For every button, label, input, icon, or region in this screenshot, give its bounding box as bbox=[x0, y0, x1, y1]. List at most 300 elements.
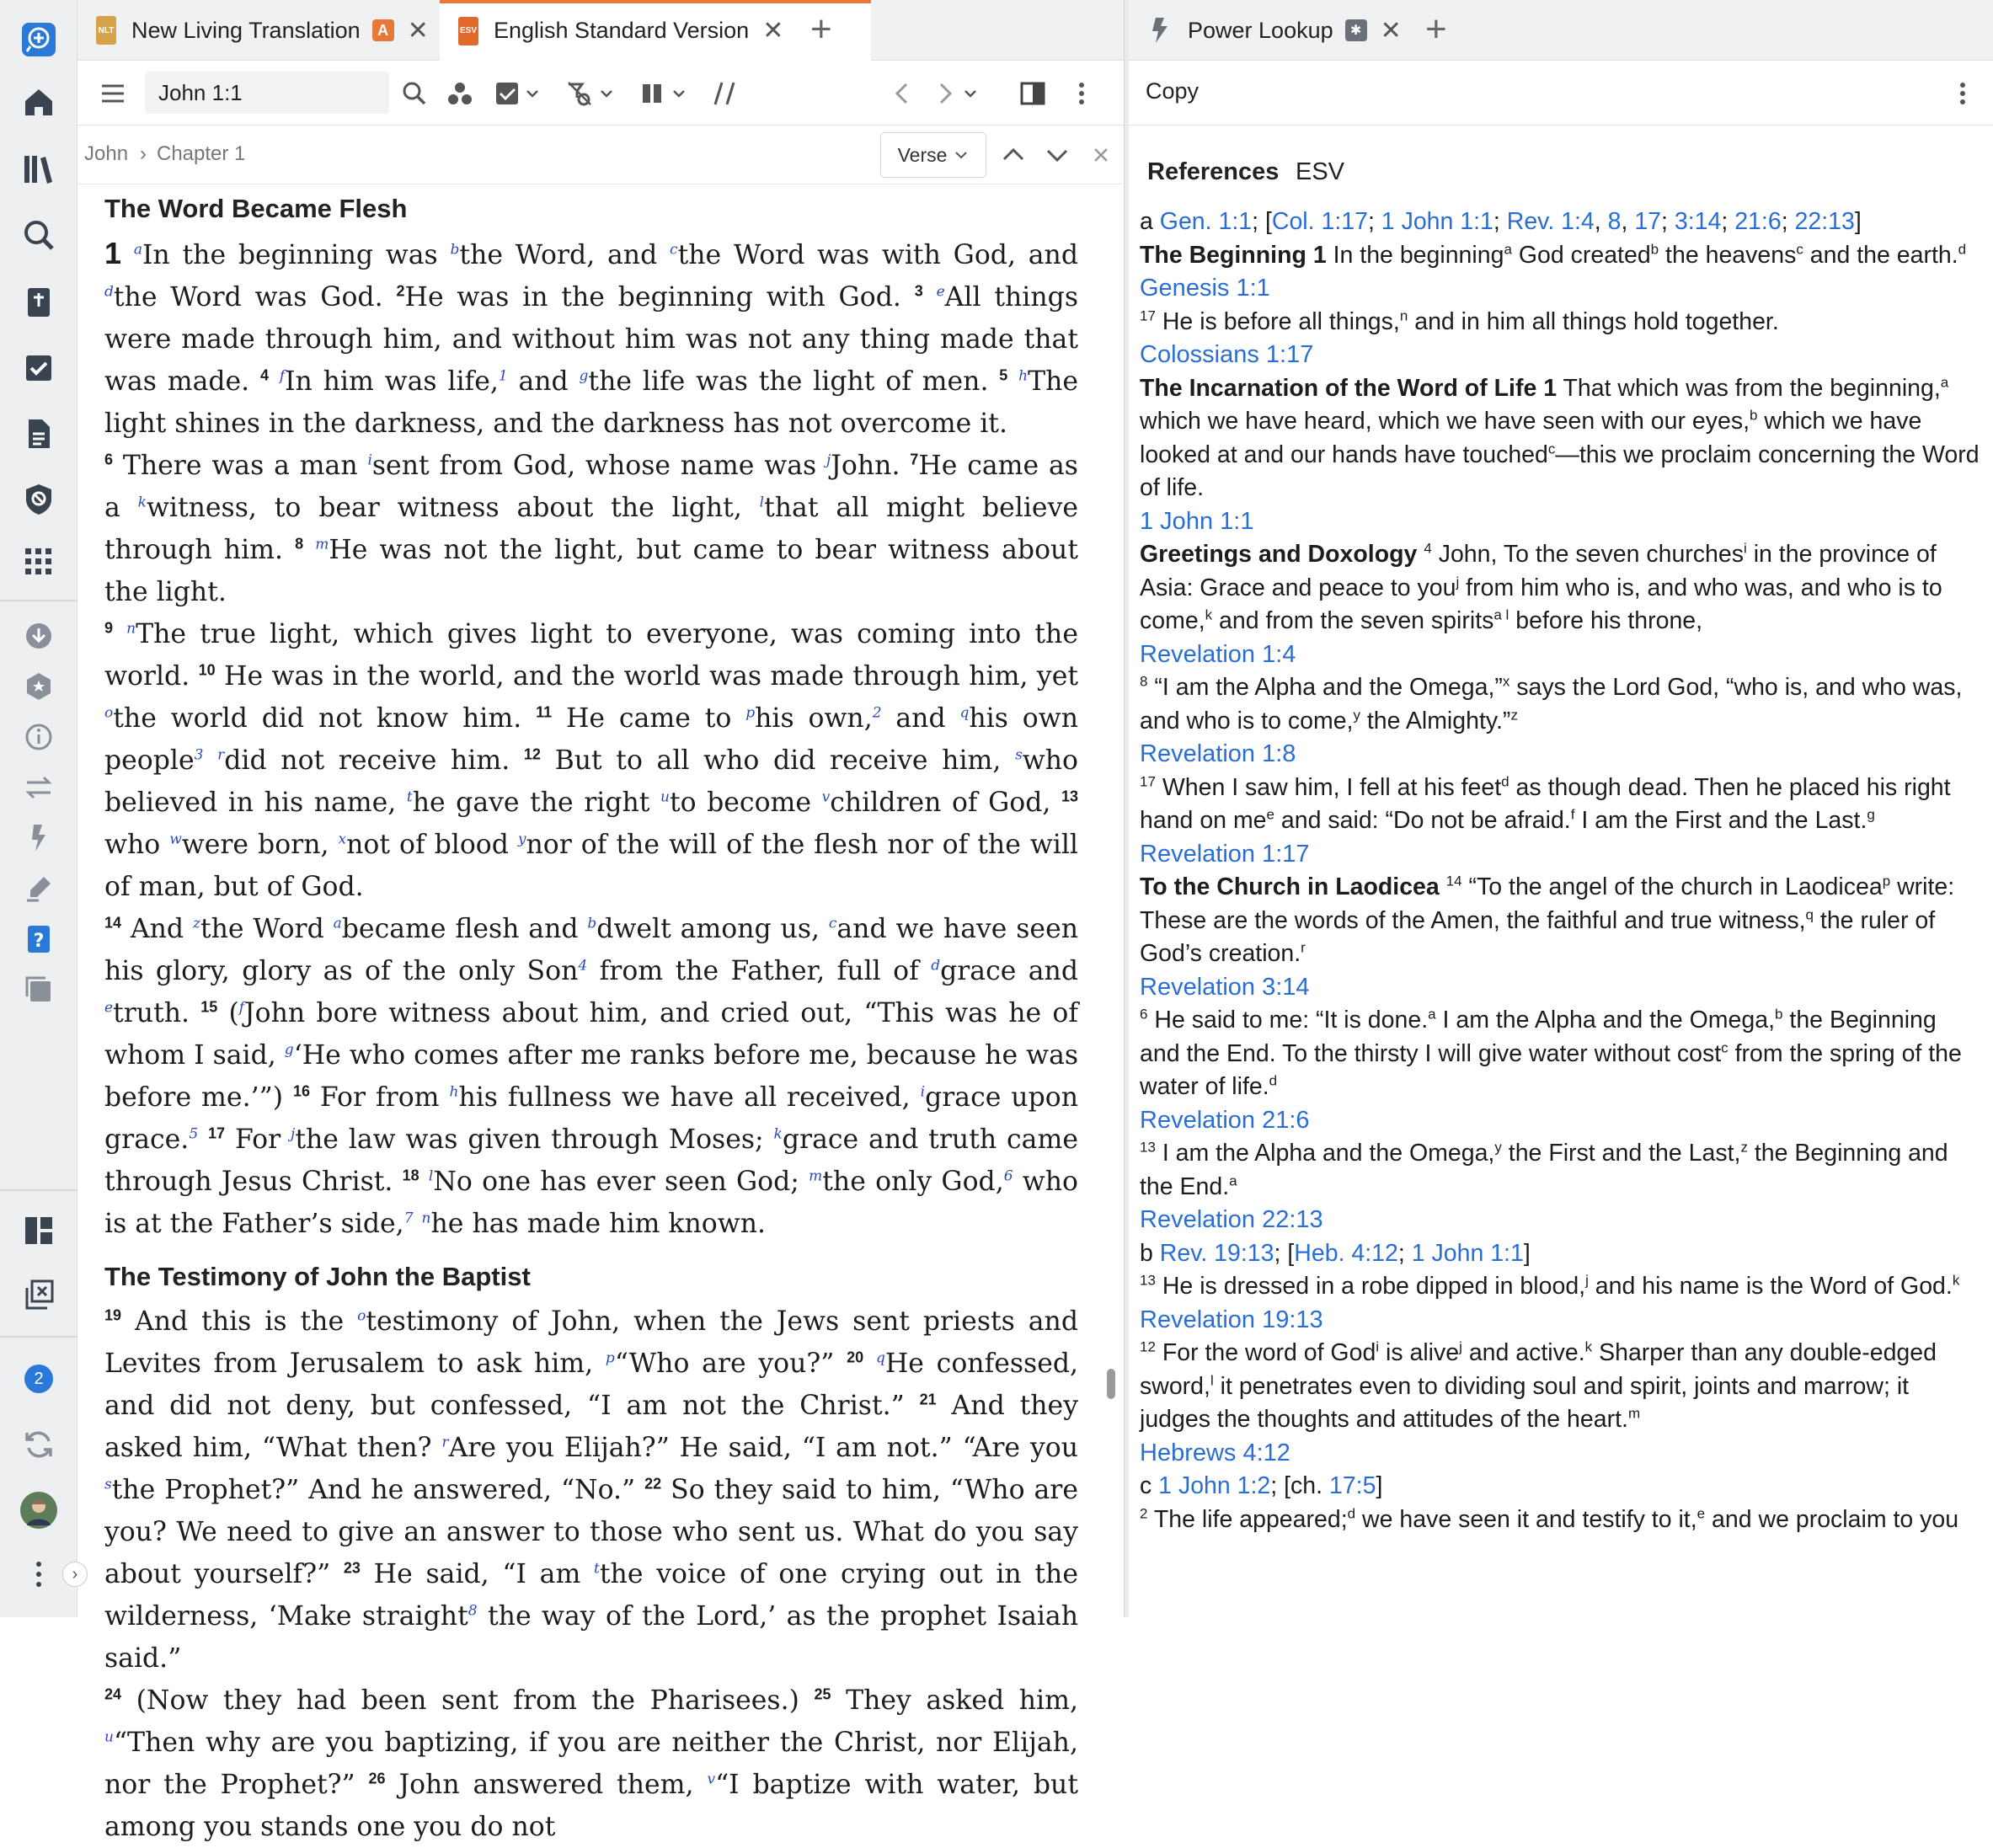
footnote[interactable]: y bbox=[517, 831, 526, 848]
panel-splitter[interactable] bbox=[1124, 0, 1129, 1617]
ref-citation-link[interactable]: Revelation 1:17 bbox=[1140, 840, 1310, 868]
footnote[interactable]: 2 bbox=[872, 704, 882, 722]
ref-citation-link[interactable]: Genesis 1:1 bbox=[1140, 275, 1270, 302]
breadcrumb-book[interactable]: John bbox=[84, 142, 129, 165]
ref-sup: b bbox=[1749, 407, 1758, 424]
note-letter: b bbox=[1140, 1239, 1153, 1267]
verse-text: He was not the light, but came to bear witness about the light. bbox=[104, 535, 1078, 607]
separator: ] bbox=[1376, 1472, 1383, 1499]
right-tab-bar bbox=[1129, 0, 1993, 61]
ref-text bbox=[1140, 1137, 1982, 1204]
footnote[interactable]: b bbox=[450, 241, 460, 259]
footnote[interactable]: o bbox=[104, 704, 114, 722]
library-icon[interactable] bbox=[18, 148, 60, 190]
separator: ; bbox=[1367, 208, 1381, 235]
verse-number[interactable]: 15 bbox=[200, 998, 218, 1016]
factbook-icon[interactable] bbox=[18, 665, 60, 708]
ref-sup: y bbox=[1353, 707, 1360, 723]
footnote[interactable]: 5 bbox=[189, 1125, 199, 1143]
verse-number[interactable]: 17 bbox=[208, 1124, 226, 1142]
footnote[interactable]: s bbox=[1015, 746, 1023, 764]
split-view-icon[interactable] bbox=[1016, 77, 1050, 110]
paragraph bbox=[104, 1680, 1078, 1848]
verse-text: He was in the beginning with God. bbox=[404, 282, 915, 312]
ref-body: in the province of Asia: Grace and peace to you bbox=[1140, 541, 1937, 601]
footnote[interactable]: d bbox=[931, 957, 941, 975]
footnote[interactable]: i bbox=[367, 451, 372, 469]
ref-body: I am the Alpha and the Omega, bbox=[1155, 1140, 1495, 1167]
ref-body: I am the Alpha and the Omega, bbox=[1435, 1007, 1776, 1033]
history-forward-icon[interactable] bbox=[928, 77, 962, 110]
verse-number[interactable]: 23 bbox=[343, 1559, 361, 1577]
close-icon[interactable]: ✕ bbox=[1380, 16, 1402, 45]
power-lookup-icon[interactable] bbox=[18, 817, 60, 859]
close-icon[interactable]: ✕ bbox=[762, 17, 784, 45]
ref-body: “I am the Alpha and the Omega,” bbox=[1147, 674, 1503, 701]
footnote[interactable]: f bbox=[279, 367, 286, 385]
power-lookup-icon bbox=[1147, 16, 1173, 45]
ref-verse-number: 13 bbox=[1140, 1272, 1156, 1289]
verse-text bbox=[203, 745, 217, 776]
footnote[interactable]: g bbox=[579, 367, 589, 385]
verse-number[interactable]: 3 bbox=[914, 282, 923, 300]
verse-text: the Word was God. bbox=[113, 282, 397, 312]
footnote[interactable]: h bbox=[449, 1083, 459, 1101]
home-icon[interactable] bbox=[18, 81, 60, 123]
footnote[interactable]: a bbox=[133, 241, 142, 259]
search-icon[interactable] bbox=[18, 214, 60, 256]
previous-verse-icon[interactable] bbox=[999, 141, 1028, 169]
verse-text: grace and truth came through Jesus Christ. bbox=[104, 1124, 1078, 1197]
ref-body: the Almighty.” bbox=[1360, 707, 1511, 734]
ref-sup: l bbox=[1210, 1372, 1214, 1388]
ref-sup: z bbox=[1740, 1139, 1748, 1156]
verse-number[interactable]: 13 bbox=[1061, 788, 1079, 805]
verse-text: For bbox=[234, 1124, 291, 1155]
guides-icon[interactable] bbox=[18, 478, 60, 521]
ref-text bbox=[1140, 772, 1982, 838]
book-icon: ESV bbox=[458, 17, 478, 45]
verse-text: No one has ever seen God; bbox=[433, 1167, 809, 1197]
cross-ref-link[interactable]: Rev. 1:4 bbox=[1506, 208, 1595, 235]
ref-citation-link[interactable]: 1 John 1:1 bbox=[1140, 507, 1254, 535]
ref-body: In the beginning bbox=[1326, 241, 1504, 269]
apps-grid-icon[interactable] bbox=[18, 541, 60, 583]
ref-body: He is dressed in a robe dipped in blood, bbox=[1155, 1273, 1586, 1300]
footnote[interactable]: c bbox=[670, 241, 678, 259]
ref-sup: c bbox=[1547, 441, 1556, 457]
user-avatar[interactable] bbox=[18, 1489, 60, 1531]
verse-number[interactable]: 9 bbox=[104, 619, 114, 637]
footnote[interactable]: u bbox=[104, 1728, 114, 1746]
chevron-down-icon[interactable] bbox=[598, 77, 615, 110]
verse-text: testimony of John, when the Jews sent priests and Levites from Jerusalem to ask him, bbox=[104, 1306, 1078, 1379]
verse-text: not of blood bbox=[346, 830, 518, 860]
footnote[interactable]: j bbox=[291, 1125, 296, 1143]
cross-ref-link[interactable]: 1 John 1:1 bbox=[1411, 1239, 1524, 1267]
ref-body: That which was from the beginning, bbox=[1557, 374, 1941, 402]
footnote[interactable]: q bbox=[959, 704, 970, 722]
verse-text: But to all who did receive him, bbox=[554, 745, 1016, 776]
verse-text bbox=[198, 1124, 208, 1155]
paragraph bbox=[104, 908, 1078, 1245]
rail-divider bbox=[0, 1336, 77, 1338]
note-letter: c bbox=[1140, 1472, 1152, 1499]
note-letter: a bbox=[1140, 208, 1153, 235]
ref-heading: Greetings and Doxology bbox=[1140, 541, 1418, 568]
ref-body: and said: “Do not be afraid. bbox=[1274, 807, 1571, 834]
verse-text: “Who are you?” bbox=[614, 1349, 847, 1379]
verse-text: and bbox=[881, 703, 960, 734]
reference-input[interactable] bbox=[145, 72, 389, 114]
cross-ref-link[interactable]: Rev. 19:13 bbox=[1159, 1239, 1274, 1267]
verse-number[interactable]: 16 bbox=[292, 1082, 310, 1100]
verse-text: from the Father, full of bbox=[587, 956, 932, 986]
paragraph bbox=[104, 232, 1078, 445]
ref-sup: d bbox=[1501, 773, 1509, 789]
ref-body: the heavens bbox=[1659, 241, 1797, 269]
footnote[interactable]: b bbox=[587, 915, 597, 932]
breadcrumb bbox=[77, 126, 1122, 184]
ref-body: Sharper than any double-edged sword, bbox=[1140, 1339, 1937, 1400]
ref-body: and we proclaim to you bbox=[1705, 1505, 1959, 1533]
chevron-down-icon bbox=[954, 147, 969, 163]
ref-sup: j bbox=[1456, 574, 1460, 590]
ref-body: For the word of God bbox=[1155, 1339, 1376, 1366]
verse-number[interactable]: 2 bbox=[396, 282, 405, 300]
active-tab-indicator bbox=[440, 0, 871, 3]
ref-text bbox=[1140, 1270, 1982, 1304]
footnote[interactable]: p bbox=[605, 1349, 615, 1367]
chevron-down-icon[interactable] bbox=[962, 77, 979, 110]
documents-icon[interactable] bbox=[18, 413, 60, 455]
verse-text: grace upon grace. bbox=[104, 1082, 1079, 1155]
verse-number[interactable]: 19 bbox=[104, 1306, 122, 1324]
download-icon[interactable] bbox=[18, 615, 60, 657]
footnote[interactable]: l bbox=[428, 1167, 434, 1185]
footnote[interactable]: o bbox=[357, 1307, 366, 1325]
verse-number[interactable]: 8 bbox=[295, 535, 304, 553]
verse-text: and bbox=[507, 366, 580, 397]
verse-text: and we have seen his glory, glory as of the only Son bbox=[104, 914, 1079, 986]
ref-citation-link[interactable]: Colossians 1:17 bbox=[1140, 341, 1314, 368]
ref-body: and from the seven spirits bbox=[1212, 607, 1494, 634]
footnote[interactable]: k bbox=[773, 1125, 783, 1143]
footnote[interactable]: n bbox=[421, 1210, 431, 1227]
verse-text: the law was given through Moses; bbox=[295, 1124, 774, 1155]
verse-text: The light shines in the darkness, and the darkness has not overcome it. bbox=[104, 366, 1079, 439]
footnote[interactable]: r bbox=[217, 746, 225, 764]
add-tab-icon[interactable]: + bbox=[810, 8, 832, 50]
verse-number[interactable]: 10 bbox=[198, 661, 216, 679]
footnote[interactable]: 1 bbox=[498, 367, 508, 385]
paragraph bbox=[104, 445, 1078, 613]
ref-sup: i bbox=[1376, 1338, 1380, 1355]
verse-text: For from bbox=[319, 1082, 450, 1113]
footnote[interactable]: e bbox=[936, 283, 945, 301]
cross-ref-link[interactable]: 3:14 bbox=[1674, 208, 1722, 235]
footnote[interactable]: 8 bbox=[468, 1602, 478, 1620]
ref-text bbox=[1140, 538, 1982, 638]
cross-ref-link[interactable]: 17:5 bbox=[1328, 1472, 1376, 1499]
columns-icon[interactable] bbox=[635, 77, 669, 110]
verse-number[interactable]: 12 bbox=[523, 745, 541, 763]
verse-text: witness, to bear witness about the light, bbox=[146, 493, 760, 523]
paragraph bbox=[104, 1301, 1078, 1680]
verse-text: the Word bbox=[200, 914, 334, 944]
ref-verse-number: 12 bbox=[1140, 1338, 1156, 1355]
rail-divider bbox=[0, 1189, 77, 1191]
verse-text: “I baptize with water, but among you stands one you do not bbox=[104, 1770, 1078, 1842]
verse-number[interactable]: 7 bbox=[910, 451, 919, 468]
ref-sup: z bbox=[1510, 707, 1518, 723]
tab-references[interactable]: References bbox=[1147, 158, 1280, 185]
verse-text: He said, “I am bbox=[373, 1559, 595, 1589]
notifications-badge[interactable] bbox=[18, 1358, 60, 1400]
ref-citation-link[interactable]: Revelation 19:13 bbox=[1140, 1306, 1323, 1333]
cross-ref-link[interactable]: 8 bbox=[1607, 208, 1622, 235]
separator: ; bbox=[1661, 208, 1675, 235]
scrollbar-thumb[interactable] bbox=[1107, 1369, 1115, 1399]
left-tab-bar bbox=[77, 0, 1124, 61]
verse-number[interactable]: 21 bbox=[919, 1391, 937, 1408]
highlighter-icon[interactable] bbox=[18, 868, 60, 910]
ref-text bbox=[1140, 1004, 1982, 1104]
sync-arrows-icon[interactable] bbox=[18, 766, 60, 809]
footnote[interactable]: v bbox=[821, 788, 831, 806]
footnote[interactable]: q bbox=[875, 1349, 885, 1367]
footnote[interactable]: f bbox=[238, 999, 245, 1017]
verse-number[interactable]: 5 bbox=[999, 366, 1008, 384]
lookup-toolbar bbox=[1129, 61, 1993, 126]
footnote[interactable]: 7 bbox=[403, 1210, 414, 1227]
ref-sup: p bbox=[1882, 873, 1891, 889]
ref-sup: q bbox=[1805, 906, 1814, 922]
ref-verse-number: 13 bbox=[1140, 1139, 1156, 1156]
paragraph bbox=[104, 613, 1078, 908]
footnote[interactable]: t bbox=[406, 788, 413, 806]
cross-ref-link[interactable]: Col. 1:17 bbox=[1271, 208, 1368, 235]
ref-sup: k bbox=[1205, 606, 1213, 623]
close-icon[interactable]: ✕ bbox=[407, 16, 429, 45]
logos-home-icon[interactable] bbox=[18, 19, 60, 61]
verse-text: children of God, bbox=[830, 788, 1061, 818]
verse-text: dwelt among us, bbox=[596, 914, 829, 944]
verse-number[interactable]: 24 bbox=[104, 1685, 122, 1703]
close-panels-icon[interactable] bbox=[18, 1274, 60, 1316]
verse-text: He confessed, and did not deny, but confessed, “I am not the Christ.” bbox=[104, 1349, 1079, 1421]
lookup-tabs bbox=[1129, 143, 1993, 202]
copy-button[interactable]: Copy bbox=[1146, 78, 1200, 104]
footnote[interactable]: m bbox=[315, 536, 329, 553]
verse-number[interactable]: 14 bbox=[104, 914, 122, 932]
ref-text bbox=[1140, 1337, 1982, 1437]
expand-rail-icon[interactable]: › bbox=[62, 1562, 88, 1587]
footnote[interactable]: v bbox=[707, 1771, 716, 1788]
settings-badge-icon[interactable]: ✱ bbox=[1345, 19, 1367, 41]
history-back-icon[interactable] bbox=[886, 77, 920, 110]
verse-text: John. bbox=[831, 451, 911, 481]
footnote[interactable]: t bbox=[594, 1560, 600, 1578]
breadcrumb-chapter[interactable]: Chapter 1 bbox=[157, 142, 246, 165]
cross-ref-link[interactable]: 1 John 1:1 bbox=[1381, 208, 1493, 235]
ref-verse-number: 8 bbox=[1140, 673, 1148, 690]
verse-text: grace and bbox=[940, 956, 1078, 986]
verse-text: his own people bbox=[104, 703, 1078, 776]
ref-text bbox=[1140, 1504, 1982, 1537]
info-icon[interactable] bbox=[18, 716, 60, 758]
next-verse-icon[interactable] bbox=[1043, 141, 1071, 169]
verse-number[interactable]: 18 bbox=[402, 1167, 419, 1184]
more-vertical-icon[interactable] bbox=[1065, 77, 1098, 110]
verse-text: the world did not know him. bbox=[113, 703, 537, 734]
ref-sup: c bbox=[1721, 1039, 1729, 1055]
verse-number[interactable]: 20 bbox=[847, 1349, 864, 1366]
help-icon[interactable] bbox=[18, 918, 60, 960]
add-tab-icon[interactable]: + bbox=[1425, 8, 1447, 50]
footnote[interactable]: x bbox=[338, 831, 347, 848]
footnote[interactable]: e bbox=[104, 999, 114, 1017]
footnote[interactable]: j bbox=[826, 451, 831, 469]
ref-citation-link[interactable]: Revelation 1:4 bbox=[1140, 640, 1296, 668]
ref-sup: e bbox=[1696, 1505, 1706, 1521]
verse-number[interactable]: 25 bbox=[814, 1685, 831, 1703]
visual-filters-icon[interactable] bbox=[563, 77, 596, 110]
verse-number[interactable]: 4 bbox=[259, 366, 269, 384]
reading-checkbox-icon[interactable] bbox=[490, 77, 524, 110]
ref-text bbox=[1140, 671, 1982, 738]
separator: ; bbox=[1781, 208, 1795, 235]
verse-text: The true light, which gives light to everyone, was coming into the world. bbox=[104, 619, 1078, 692]
footnote[interactable]: 3 bbox=[194, 746, 204, 764]
ref-sup: a bbox=[1504, 241, 1512, 257]
verse-mode-select[interactable] bbox=[880, 132, 986, 178]
verse-text: were born, bbox=[181, 830, 339, 860]
ref-body: —this we proclaim concerning the Word of life. bbox=[1140, 441, 1980, 501]
footnote[interactable]: 6 bbox=[1003, 1167, 1013, 1185]
ref-sup: n bbox=[1399, 307, 1408, 323]
footnote[interactable]: r bbox=[441, 1434, 449, 1451]
footnote[interactable]: w bbox=[169, 831, 182, 848]
chevron-down-icon[interactable] bbox=[671, 77, 687, 110]
cross-ref-link[interactable]: 17 bbox=[1634, 208, 1662, 235]
more-vertical-icon[interactable] bbox=[1946, 77, 1980, 110]
verse-text: In him was life, bbox=[285, 366, 499, 397]
chevron-down-icon[interactable] bbox=[524, 77, 541, 110]
footnote[interactable]: h bbox=[1018, 367, 1029, 385]
search-icon[interactable] bbox=[398, 77, 431, 110]
separator: , bbox=[1621, 208, 1635, 235]
parallel-resources-icon[interactable] bbox=[443, 77, 477, 110]
sync-icon[interactable] bbox=[18, 1423, 60, 1466]
text-comparison-icon[interactable] bbox=[708, 77, 741, 110]
ref-sup: x bbox=[1502, 673, 1510, 690]
layouts-icon[interactable] bbox=[18, 1210, 60, 1252]
ref-body: The life appeared; bbox=[1147, 1505, 1348, 1533]
footnote[interactable]: c bbox=[828, 915, 837, 932]
footnote[interactable]: s bbox=[104, 1476, 112, 1493]
footnote[interactable]: g bbox=[284, 1041, 294, 1059]
ref-heading: To the Church in Laodicea bbox=[1140, 873, 1440, 900]
ref-body: and active. bbox=[1461, 1339, 1585, 1366]
ref-sup: j bbox=[1585, 1272, 1589, 1289]
footnote[interactable]: z bbox=[192, 915, 200, 932]
ref-body: and the earth. bbox=[1803, 241, 1958, 269]
bible-icon[interactable] bbox=[18, 281, 60, 323]
verse-text: to become bbox=[669, 788, 822, 818]
ref-sup: d bbox=[1958, 241, 1967, 257]
tab-version[interactable]: ESV bbox=[1296, 158, 1345, 185]
verse-text: There was a man bbox=[122, 451, 368, 481]
footnote[interactable]: p bbox=[745, 704, 756, 722]
verse-number[interactable]: 11 bbox=[536, 703, 553, 721]
cross-ref-link[interactable]: 1 John 1:2 bbox=[1158, 1472, 1271, 1499]
ref-citation-link[interactable]: Revelation 1:8 bbox=[1140, 740, 1296, 767]
breadcrumb-separator: › bbox=[140, 142, 147, 165]
footnote[interactable]: i bbox=[920, 1083, 926, 1101]
verse-number[interactable]: 22 bbox=[644, 1475, 662, 1493]
ref-citation-link[interactable]: Hebrews 4:12 bbox=[1140, 1439, 1290, 1466]
reading-plan-icon[interactable] bbox=[18, 347, 60, 389]
separator: ; [ bbox=[1252, 208, 1272, 235]
separator: ] bbox=[1854, 208, 1862, 235]
tab-label: Power Lookup bbox=[1188, 17, 1333, 43]
more-vertical-icon[interactable] bbox=[18, 1553, 60, 1595]
footnote[interactable]: k bbox=[137, 494, 147, 511]
ref-heading: The Beginning 1 bbox=[1140, 241, 1327, 269]
verse-text: he gave the right bbox=[412, 788, 660, 818]
cross-ref-link[interactable]: Gen. 1:1 bbox=[1159, 208, 1253, 235]
footnote[interactable]: 4 bbox=[578, 957, 588, 975]
copy-stack-icon[interactable] bbox=[18, 969, 60, 1011]
tab-english-standard-version[interactable] bbox=[440, 0, 871, 61]
separator: ; [ bbox=[1274, 1239, 1295, 1267]
ref-body: and in him all things hold together. bbox=[1408, 307, 1779, 335]
verse-text: He was in the world, and the world was made through him, yet bbox=[224, 661, 1079, 692]
verse-text: the way of the Lord,’ as the prophet Isaiah said.” bbox=[104, 1601, 1078, 1674]
ref-sup: i bbox=[1744, 540, 1747, 557]
footnote[interactable]: l bbox=[759, 494, 765, 511]
verse-text: his fullness we have all received, bbox=[458, 1082, 921, 1113]
verse-text: that all might believe through him. bbox=[104, 493, 1079, 565]
footnote[interactable]: a bbox=[333, 915, 342, 932]
verse-number[interactable]: 6 bbox=[104, 451, 114, 468]
separator: ; bbox=[1493, 208, 1507, 235]
cross-ref-line bbox=[1140, 1237, 1982, 1271]
ref-body: He is before all things, bbox=[1155, 307, 1400, 335]
panel-menu-icon[interactable] bbox=[96, 77, 130, 110]
cross-ref-link[interactable]: 22:13 bbox=[1794, 208, 1855, 235]
tab-power-lookup[interactable] bbox=[1147, 0, 1434, 61]
cross-ref-link[interactable]: Heb. 4:12 bbox=[1294, 1239, 1398, 1267]
footnote[interactable]: u bbox=[660, 788, 670, 806]
ref-body: before his throne, bbox=[1509, 607, 1703, 634]
ref-citation-link[interactable]: Revelation 22:13 bbox=[1140, 1206, 1323, 1233]
cross-ref-link[interactable]: 21:6 bbox=[1734, 208, 1782, 235]
ref-body: the First and the Last, bbox=[1501, 1140, 1741, 1167]
verse-text: the Prophet?” And he answered, “No.” bbox=[111, 1475, 645, 1505]
ref-citation-link[interactable]: Revelation 21:6 bbox=[1140, 1106, 1310, 1134]
footnote[interactable]: n bbox=[126, 620, 136, 638]
ref-citation-link[interactable]: Revelation 3:14 bbox=[1140, 973, 1310, 1001]
footnote[interactable]: d bbox=[104, 283, 114, 301]
footnote[interactable]: m bbox=[809, 1167, 823, 1185]
close-icon[interactable] bbox=[1088, 142, 1114, 168]
verse-text: ( bbox=[228, 998, 239, 1028]
verse-number[interactable]: 26 bbox=[368, 1770, 386, 1787]
ref-body: John, To the seven churches bbox=[1431, 541, 1744, 568]
tab-label: New Living Translation bbox=[131, 17, 361, 43]
